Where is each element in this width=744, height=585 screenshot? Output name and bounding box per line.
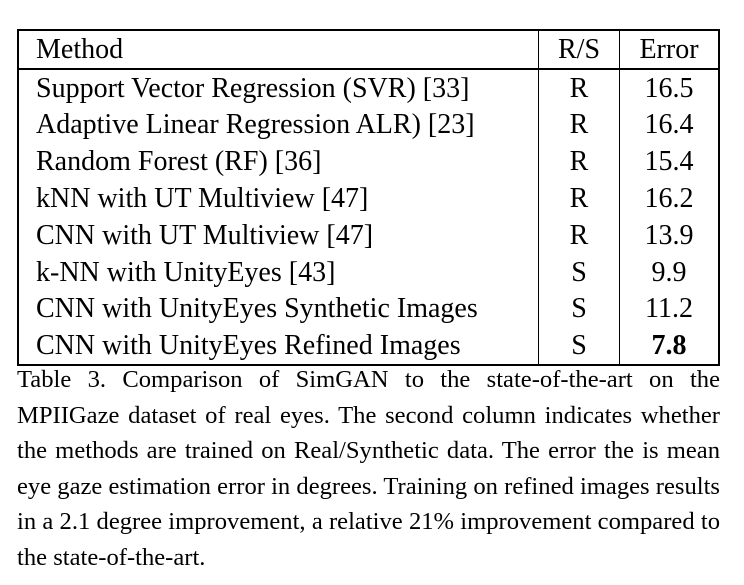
table-row [18, 107, 719, 144]
table-header [18, 30, 719, 69]
error-cell: 16.2 [644, 183, 694, 215]
rs-cell: R [539, 69, 620, 107]
header-error: Error [639, 33, 699, 65]
method-cell: kNN with UT Multiview [47] [18, 180, 539, 217]
error-cell: 11.2 [645, 293, 693, 325]
error-cell: 16.4 [644, 109, 694, 141]
rs-cell: R [539, 180, 620, 217]
error-cell: 13.9 [644, 219, 694, 251]
rs-cell: S [539, 254, 620, 291]
table-row [18, 69, 719, 107]
table-row [18, 217, 719, 254]
table-row [18, 254, 719, 291]
method-cell: CNN with UT Multiview [47] [18, 217, 539, 254]
error-cell: 15.4 [644, 146, 694, 178]
method-cell: Adaptive Linear Regression ALR) [23] [18, 107, 539, 144]
best-error-cell: 7.8 [651, 330, 687, 362]
method-cell: Support Vector Regression (SVR) [33] [18, 69, 539, 107]
rs-cell: R [539, 217, 620, 254]
table-row [18, 180, 719, 217]
method-cell: CNN with UnityEyes Refined Images [18, 327, 539, 365]
results-table [17, 29, 720, 366]
method-cell: Random Forest (RF) [36] [18, 143, 539, 180]
table-caption: Table 3. Comparison of SimGAN to the state-of-the-art on the MPIIGaze dataset of real eyes. The second column indicates whether the methods are trained on Real/Synthetic data. The error the is mean eye gaze estimation error in degrees. Training on refined images results in a 2.1 degree improvement, a relative 21% improvement compared to the state-of-the-art. [17, 366, 720, 571]
table-row [18, 143, 719, 180]
method-cell: k-NN with UnityEyes [43] [18, 254, 539, 291]
error-cell: 16.5 [644, 72, 694, 104]
rs-cell: R [539, 143, 620, 180]
rs-cell: R [539, 107, 620, 144]
header-row [18, 30, 719, 69]
rs-cell: S [539, 327, 620, 365]
table-row [18, 327, 719, 365]
header-method: Method [18, 30, 539, 69]
rs-cell: S [539, 291, 620, 328]
method-cell: CNN with UnityEyes Synthetic Images [18, 291, 539, 328]
error-cell: 9.9 [651, 256, 687, 288]
table-body [18, 69, 719, 365]
table-row [18, 291, 719, 328]
header-rs: R/S [539, 30, 620, 69]
